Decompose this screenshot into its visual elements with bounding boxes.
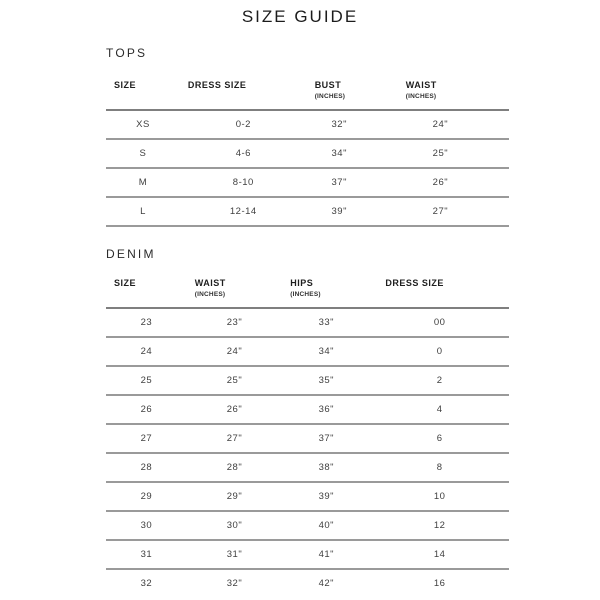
table-cell: 2 (370, 366, 509, 395)
table-cell: 34" (282, 337, 370, 366)
table-cell: 31 (106, 540, 187, 569)
column-header-label: HIPS (290, 278, 314, 288)
table-row (106, 197, 509, 226)
table-cell: 16 (433, 578, 446, 589)
page-title: SIZE GUIDE (241, 7, 359, 26)
table-row (106, 395, 509, 424)
column-header-units: (INCHES) (405, 93, 437, 100)
table-row (106, 453, 509, 482)
header-row (106, 60, 509, 110)
table-cell: 25 (106, 366, 187, 395)
table-cell: 10 (370, 482, 509, 511)
table-cell: 42" (318, 578, 335, 589)
table-cell: 27 (106, 424, 187, 453)
column-header-units: (INCHES) (290, 291, 321, 298)
table-cell: 33" (282, 308, 370, 337)
table-cell: 32" (307, 110, 372, 139)
table-cell: 28 (106, 453, 187, 482)
column-header-label: WAIST (405, 80, 437, 90)
column-header-label: DRESS SIZE (187, 80, 247, 90)
table-cell: 26 (106, 395, 187, 424)
header-row (106, 261, 509, 308)
table-cell: 26" (187, 395, 282, 424)
table-cell: 30" (187, 511, 282, 540)
table-row (106, 168, 509, 197)
tops-size-table (106, 60, 509, 227)
table-cell: 29 (106, 482, 187, 511)
table-cell: 8 (370, 453, 509, 482)
table-row (106, 569, 509, 597)
table-cell: M (106, 168, 180, 197)
table-cell: 24" (187, 337, 282, 366)
table-cell: 6 (370, 424, 509, 453)
section-heading-tops: TOPS (106, 46, 148, 60)
table-cell: 32 (140, 578, 153, 589)
table-cell: 0 (370, 337, 509, 366)
table-cell: 35" (282, 366, 370, 395)
table-row (106, 540, 509, 569)
table-cell: L (106, 197, 180, 226)
table-row (106, 482, 509, 511)
column-header-label: SIZE (114, 278, 137, 288)
table-cell: 23" (187, 308, 282, 337)
table-cell: XS (106, 110, 180, 139)
table-cell: 36" (282, 395, 370, 424)
table-cell: 41" (282, 540, 370, 569)
denim-size-table (106, 261, 509, 597)
table-row (106, 424, 509, 453)
column-header-label: WAIST (194, 278, 226, 288)
table-cell: 25" (372, 139, 509, 168)
column-header-units: (INCHES) (194, 291, 226, 298)
column-header-hips (282, 261, 370, 308)
section-heading-denim: DENIM (106, 247, 156, 261)
column-header-label: DRESS SIZE (385, 278, 444, 288)
section-tops (0, 47, 600, 227)
table-cell: 39" (282, 482, 370, 511)
column-header-dress-size (180, 60, 307, 110)
table-cell: 39" (307, 197, 372, 226)
column-header-bust (307, 60, 372, 110)
column-header-size (106, 60, 180, 110)
table-cell: 12-14 (180, 197, 307, 226)
table-cell: 14 (370, 540, 509, 569)
table-row (106, 337, 509, 366)
size-tables (0, 47, 600, 597)
table-cell: 37" (282, 424, 370, 453)
column-header-label: BUST (314, 80, 342, 90)
table-row (106, 110, 509, 139)
table-cell: S (106, 139, 180, 168)
column-header-units: (INCHES) (314, 93, 346, 100)
table-row (106, 366, 509, 395)
table-cell: 8-10 (180, 168, 307, 197)
table-row (106, 511, 509, 540)
table-cell: 40" (282, 511, 370, 540)
column-header-waist (372, 60, 509, 110)
table-cell: 31" (187, 540, 282, 569)
table-cell: 28" (187, 453, 282, 482)
table-cell: 38" (282, 453, 370, 482)
table-cell: 23 (106, 308, 187, 337)
table-cell: 29" (187, 482, 282, 511)
table-cell: 4 (370, 395, 509, 424)
table-cell: 12 (370, 511, 509, 540)
table-cell: 32" (226, 578, 243, 589)
table-cell: 25" (187, 366, 282, 395)
column-header-label: SIZE (114, 80, 137, 90)
column-header-size (106, 261, 187, 308)
table-cell: 24 (106, 337, 187, 366)
table-cell: 27" (372, 197, 509, 226)
table-cell: 27" (187, 424, 282, 453)
table-cell: 0-2 (180, 110, 307, 139)
column-header-waist (187, 261, 282, 308)
table-cell: 30 (106, 511, 187, 540)
table-cell: 34" (307, 139, 372, 168)
table-cell: 37" (307, 168, 372, 197)
table-row (106, 308, 509, 337)
section-denim (0, 248, 600, 597)
column-header-dress-size (370, 261, 509, 308)
table-cell: 00 (370, 308, 509, 337)
table-cell: 4-6 (180, 139, 307, 168)
table-cell: 24" (372, 110, 509, 139)
table-row (106, 139, 509, 168)
table-cell: 26" (372, 168, 509, 197)
